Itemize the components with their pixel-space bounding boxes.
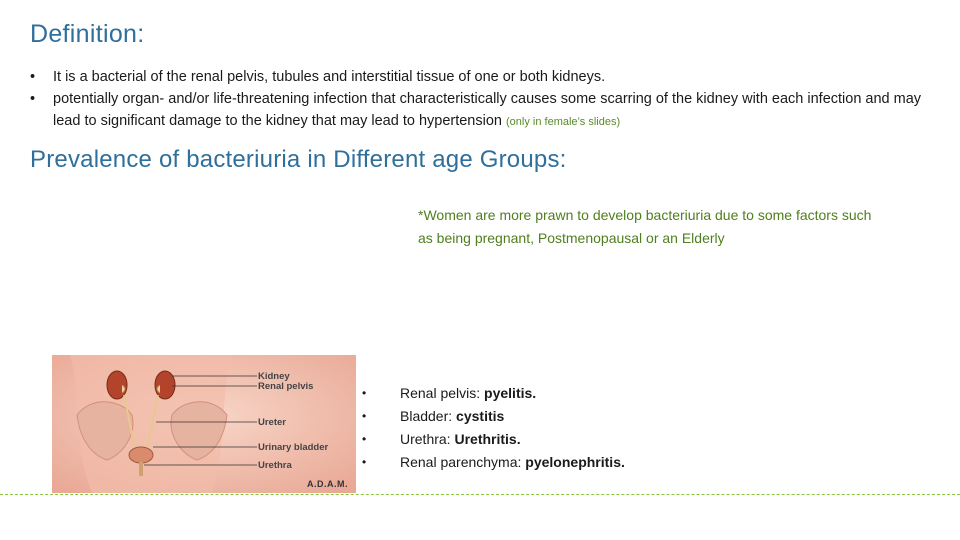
list-item xyxy=(362,382,625,405)
urinary-bladder-label: Urinary bladder xyxy=(258,442,329,453)
site-label: Renal parenchyma: xyxy=(400,454,526,470)
list-item xyxy=(30,88,930,133)
definition-heading: Definition: xyxy=(30,20,145,48)
adam-credit-logo: A.D.A.M. xyxy=(307,479,348,489)
site-label: Urethra: xyxy=(400,431,455,447)
women-note: *Women are more prawn to develop bacteriuria due to some factors such as being pregnant, Postmenopausal or an Elderly xyxy=(418,207,872,246)
footer-divider xyxy=(0,494,960,495)
urethra-label: Urethra xyxy=(258,460,292,471)
site-label: Bladder: xyxy=(400,408,457,424)
definition-list xyxy=(30,66,930,133)
list-item xyxy=(362,451,625,474)
bullet-icon: • xyxy=(362,386,367,400)
list-item xyxy=(362,405,625,428)
ureter-label: Ureter xyxy=(258,417,286,428)
site-term: pyelonephritis. xyxy=(525,454,625,470)
female-slides-note: (only in female’s slides) xyxy=(506,116,621,128)
renal-pelvis-label: Renal pelvis xyxy=(258,381,314,392)
urinary-tract-illustration xyxy=(52,355,356,493)
site-term: Urethritis. xyxy=(454,431,521,447)
bullet-text: potentially organ- and/or life-threatening infection that characteristically causes some scarring of the kidney with each infection and may lead to significant damage to the kidney that may lead to hypertension xyxy=(53,91,922,129)
prevalence-heading: Prevalence of bacteriuria in Different age Groups: xyxy=(30,146,567,173)
bullet-icon: • xyxy=(30,69,36,85)
bullet-icon: • xyxy=(362,455,367,469)
bullet-icon: • xyxy=(362,409,367,423)
site-label: Renal pelvis: xyxy=(400,385,485,401)
site-term: cystitis xyxy=(456,408,505,424)
kidney-label: Kidney xyxy=(258,371,290,382)
bullet-text: It is a bacterial of the renal pelvis, tubules and interstitial tissue of one or both kidneys. xyxy=(53,69,606,85)
anatomy-drawing xyxy=(52,355,356,493)
list-item xyxy=(30,66,930,88)
site-term: pyelitis. xyxy=(484,385,537,401)
infection-sites-list xyxy=(362,382,625,474)
bullet-icon: • xyxy=(30,91,36,107)
bullet-icon: • xyxy=(362,432,367,446)
list-item xyxy=(362,428,625,451)
